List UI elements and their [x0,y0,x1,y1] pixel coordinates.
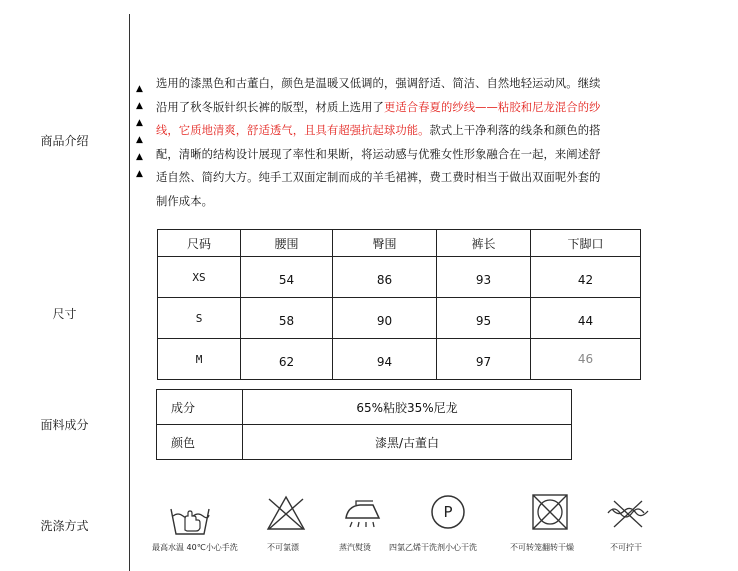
section-label-size: 尺寸 [52,307,77,321]
triangle-bullet-icon: ▲ [136,84,143,94]
description-line [156,119,648,143]
table-cell: 58 [241,298,333,339]
header-cell-hem: 下脚口 [531,230,641,257]
table-cell: 95 [437,298,531,339]
section-label-fabric: 面料成分 [40,418,89,432]
triangle-bullet-icon: ▲ [136,101,143,111]
fabric-value-color: 漆黑/古董白 [243,425,572,460]
table-cell: S [158,298,241,339]
header-cell-hip: 臀围 [333,230,437,257]
description-text: 沿用了秋冬版针织长裤的版型，材质上选用了 [156,100,384,114]
fabric-key-composition: 成分 [157,390,243,425]
table-cell: 93 [437,257,531,298]
table-cell: M [158,339,241,380]
table-cell: 97 [437,339,531,380]
description-line [156,96,648,120]
fabric-key-color: 颜色 [157,425,243,460]
table-row [158,257,641,298]
triangle-bullet-icon: ▲ [136,152,143,162]
wash-caption: 蒸汽熨烫 [339,543,371,552]
dry-clean-p-icon [429,493,467,531]
hand-wash-40-icon [169,503,211,537]
header-cell-waist: 腰围 [241,230,333,257]
description-line [156,143,648,167]
no-tumble-dry-icon [530,492,570,532]
triangle-bullet-icon: ▲ [136,135,143,145]
description-text: 配，清晰的结构设计展现了率性和果断，将运动感与优雅女性形象融合在一起，来阐述舒 [156,147,601,161]
table-header-row [158,230,641,257]
vertical-divider [129,14,130,571]
wash-caption: 最高水温 40℃小心手洗 [152,543,238,552]
table-row [157,390,572,425]
table-cell: 90 [333,298,437,339]
wash-caption: 不可转笼翻转干燥 [510,543,574,552]
description-text: 适自然、简约大方。纯手工双面定制而成的羊毛裙裤，费工费时相当于做出双面呢外套的 [156,171,601,184]
table-cell: 86 [333,257,437,298]
table-cell: 42 [531,257,641,298]
header-cell-length: 裤长 [437,230,531,257]
dry-clean-letter: P [443,503,453,521]
section-label-wash: 洗涤方式 [40,519,89,533]
table-row [157,425,572,460]
table-row [158,298,641,339]
triangle-bullet-icon: ▲ [136,118,143,128]
header-cell-size: 尺码 [158,230,241,257]
description-text: 制作成本。 [156,194,213,208]
table-row [158,339,641,380]
description-line [156,190,648,214]
no-wring-icon [606,499,650,529]
table-cell: 46 [531,339,641,380]
table-cell: 54 [241,257,333,298]
no-bleach-icon [265,495,307,531]
product-description [156,72,648,213]
steam-iron-icon [342,498,384,530]
table-cell: 62 [241,339,333,380]
wash-caption: 不可拧干 [610,543,642,552]
triangle-bullet-icon: ▲ [136,169,143,179]
description-highlight: 更适合春夏的纱线——粘胶和尼龙混合的纱 [383,100,601,114]
table-cell: 44 [531,298,641,339]
description-highlight: 线，它质地清爽，舒适透气，且具有超强抗起球功能。 [156,124,430,137]
size-table [157,229,641,380]
table-cell: XS [158,257,241,298]
description-text: 选用的漆黑色和古董白，颜色是温暖又低调的，强调舒适、简洁、自然地轻运动风。继续 [156,77,601,90]
wash-caption: 不可氯漂 [267,543,299,552]
description-line [156,166,648,190]
section-label-intro: 商品介绍 [40,134,89,148]
table-cell: 94 [333,339,437,380]
fabric-value-composition: 65%粘胶35%尼龙 [243,390,572,425]
wash-caption: 四氯乙烯干洗剂小心干洗 [389,543,477,552]
description-text: 款式上干净利落的线条和颜色的搭 [429,124,601,137]
description-line [156,72,648,96]
fabric-table [156,389,572,460]
